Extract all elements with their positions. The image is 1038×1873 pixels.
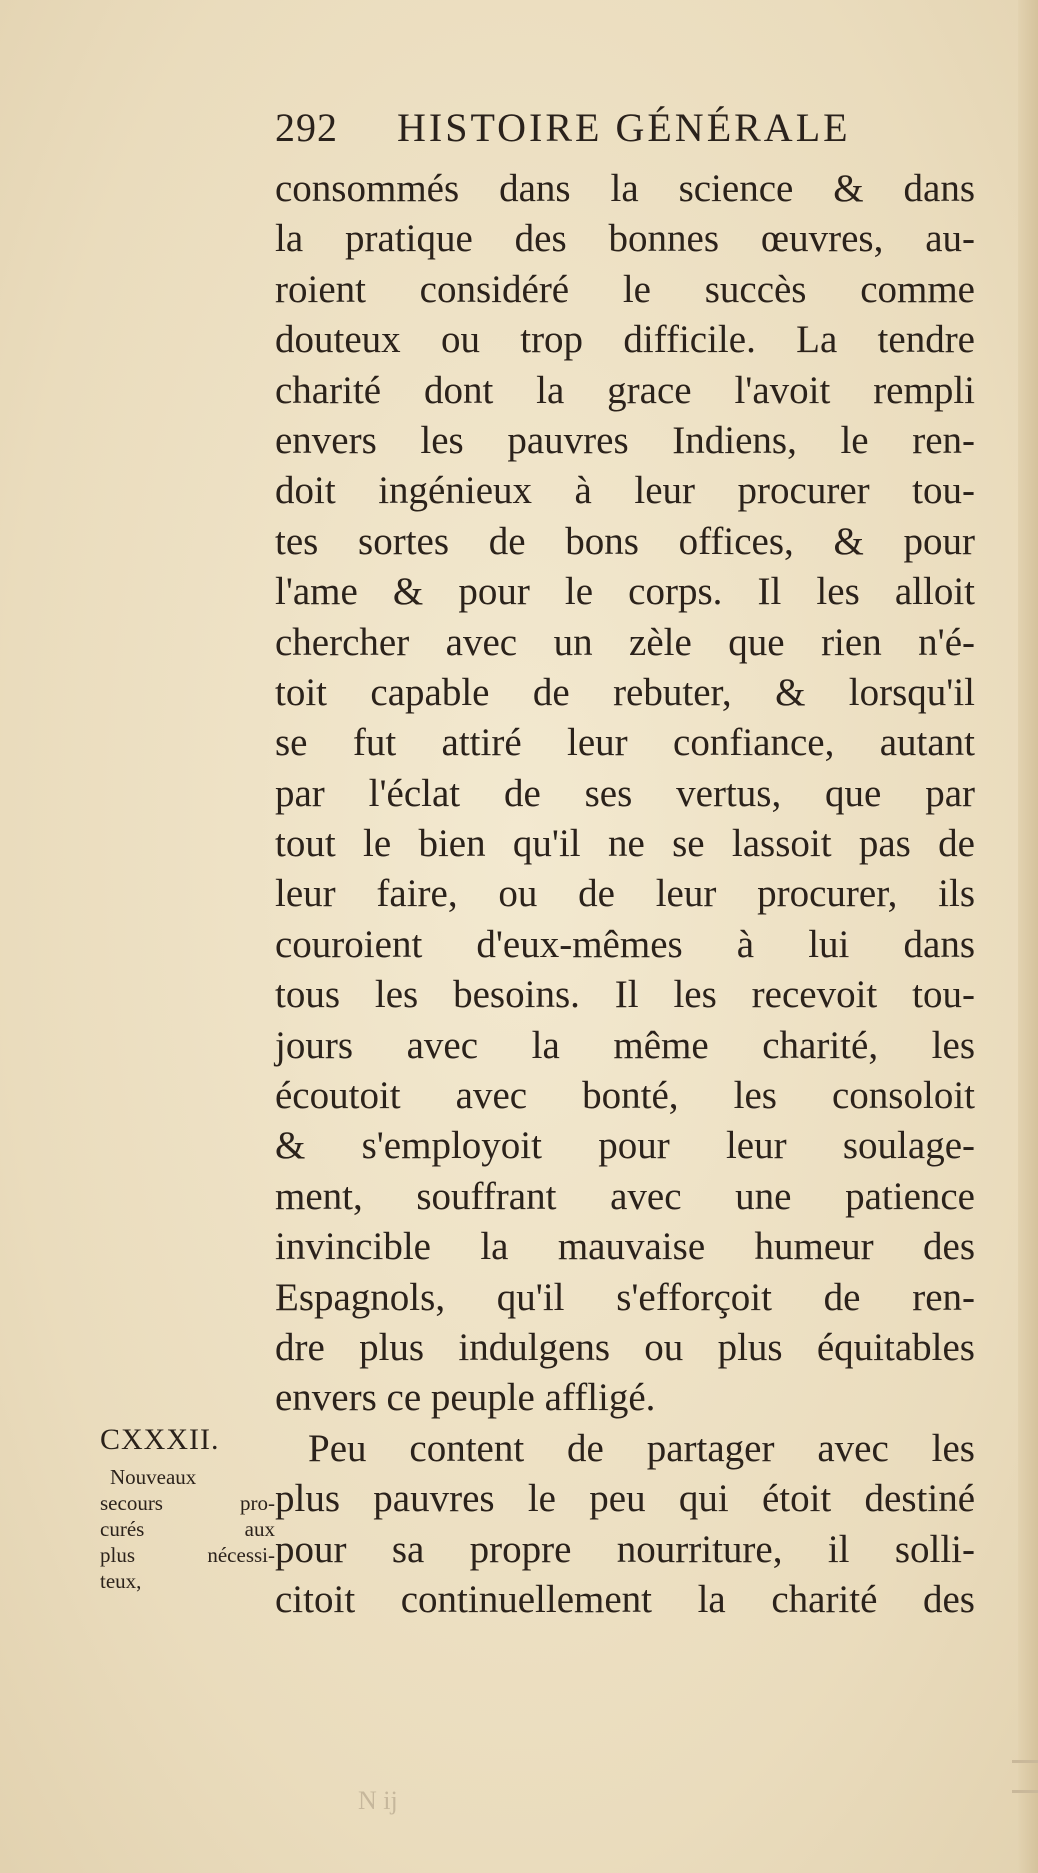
edge-mark xyxy=(1012,1760,1038,1763)
text-line: pour sa propre nourriture, il solli- xyxy=(275,1527,975,1571)
text-line: douteux ou trop difficile. La tendre xyxy=(275,318,975,362)
text-line: doit ingénieux à leur procurer tou- xyxy=(275,469,975,513)
text-line: tous les besoins. Il les recevoit tou- xyxy=(275,973,975,1017)
margin-note-line: plus nécessi- xyxy=(100,1543,275,1567)
text-line: Peu content de partager avec les xyxy=(308,1426,975,1470)
text-line: chercher avec un zèle que rien n'é- xyxy=(275,620,975,664)
text-line: jours avec la même charité, les xyxy=(275,1023,975,1067)
page-number: 292 xyxy=(275,105,338,150)
text-line: charité dont la grace l'avoit rempli xyxy=(275,368,975,412)
text-line: la pratique des bonnes œuvres, au- xyxy=(275,217,975,261)
page-edge xyxy=(1018,0,1038,1873)
margin-note-line: Nouveaux xyxy=(110,1465,197,1489)
text-line: envers les pauvres Indiens, le ren- xyxy=(275,418,975,462)
margin-note xyxy=(100,1416,275,1594)
running-title: HISTOIRE GÉNÉRALE xyxy=(397,105,851,150)
margin-note-line: curés aux xyxy=(100,1517,275,1541)
text-line: couroient d'eux-mêmes à lui dans xyxy=(275,922,975,966)
text-line: tout le bien qu'il ne se lassoit pas de xyxy=(275,822,975,866)
text-line: ment, souffrant avec une patience xyxy=(275,1174,975,1218)
text-line: l'ame & pour le corps. Il les alloit xyxy=(275,570,975,614)
text-line: roient considéré le succès comme xyxy=(275,267,975,311)
text-line: par l'éclat de ses vertus, que par xyxy=(275,771,975,815)
signature-mark: N ij xyxy=(358,1786,398,1815)
text-line: écoutoit avec bonté, les consoloit xyxy=(275,1074,975,1118)
text-line: dre plus indulgens ou plus équitables xyxy=(275,1325,975,1369)
margin-note-line: teux, xyxy=(100,1569,142,1593)
text-line: consommés dans la science & dans xyxy=(275,167,975,210)
text-line: se fut attiré leur confiance, autant xyxy=(275,721,975,765)
text-line: & s'employoit pour leur soulage- xyxy=(275,1124,975,1168)
text-line: leur faire, ou de leur procurer, ils xyxy=(275,872,975,916)
text-line: tes sortes de bons offices, & pour xyxy=(275,519,975,563)
text-line: citoit continuellement la charité des xyxy=(275,1577,975,1621)
margin-note-line: secours pro- xyxy=(100,1491,275,1515)
text-line: toit capable de rebuter, & lorsqu'il xyxy=(275,670,975,714)
text-line: envers ce peuple affligé. xyxy=(275,1376,656,1420)
text-line: invincible la mauvaise humeur des xyxy=(275,1225,975,1269)
text-line: plus pauvres le peu qui étoit destiné xyxy=(275,1477,975,1521)
page-header xyxy=(275,96,965,156)
text-line: Espagnols, qu'il s'efforçoit de ren- xyxy=(275,1275,975,1319)
edge-mark xyxy=(1012,1790,1038,1793)
body-text xyxy=(275,164,975,1625)
section-number: CXXXII. xyxy=(100,1423,220,1456)
